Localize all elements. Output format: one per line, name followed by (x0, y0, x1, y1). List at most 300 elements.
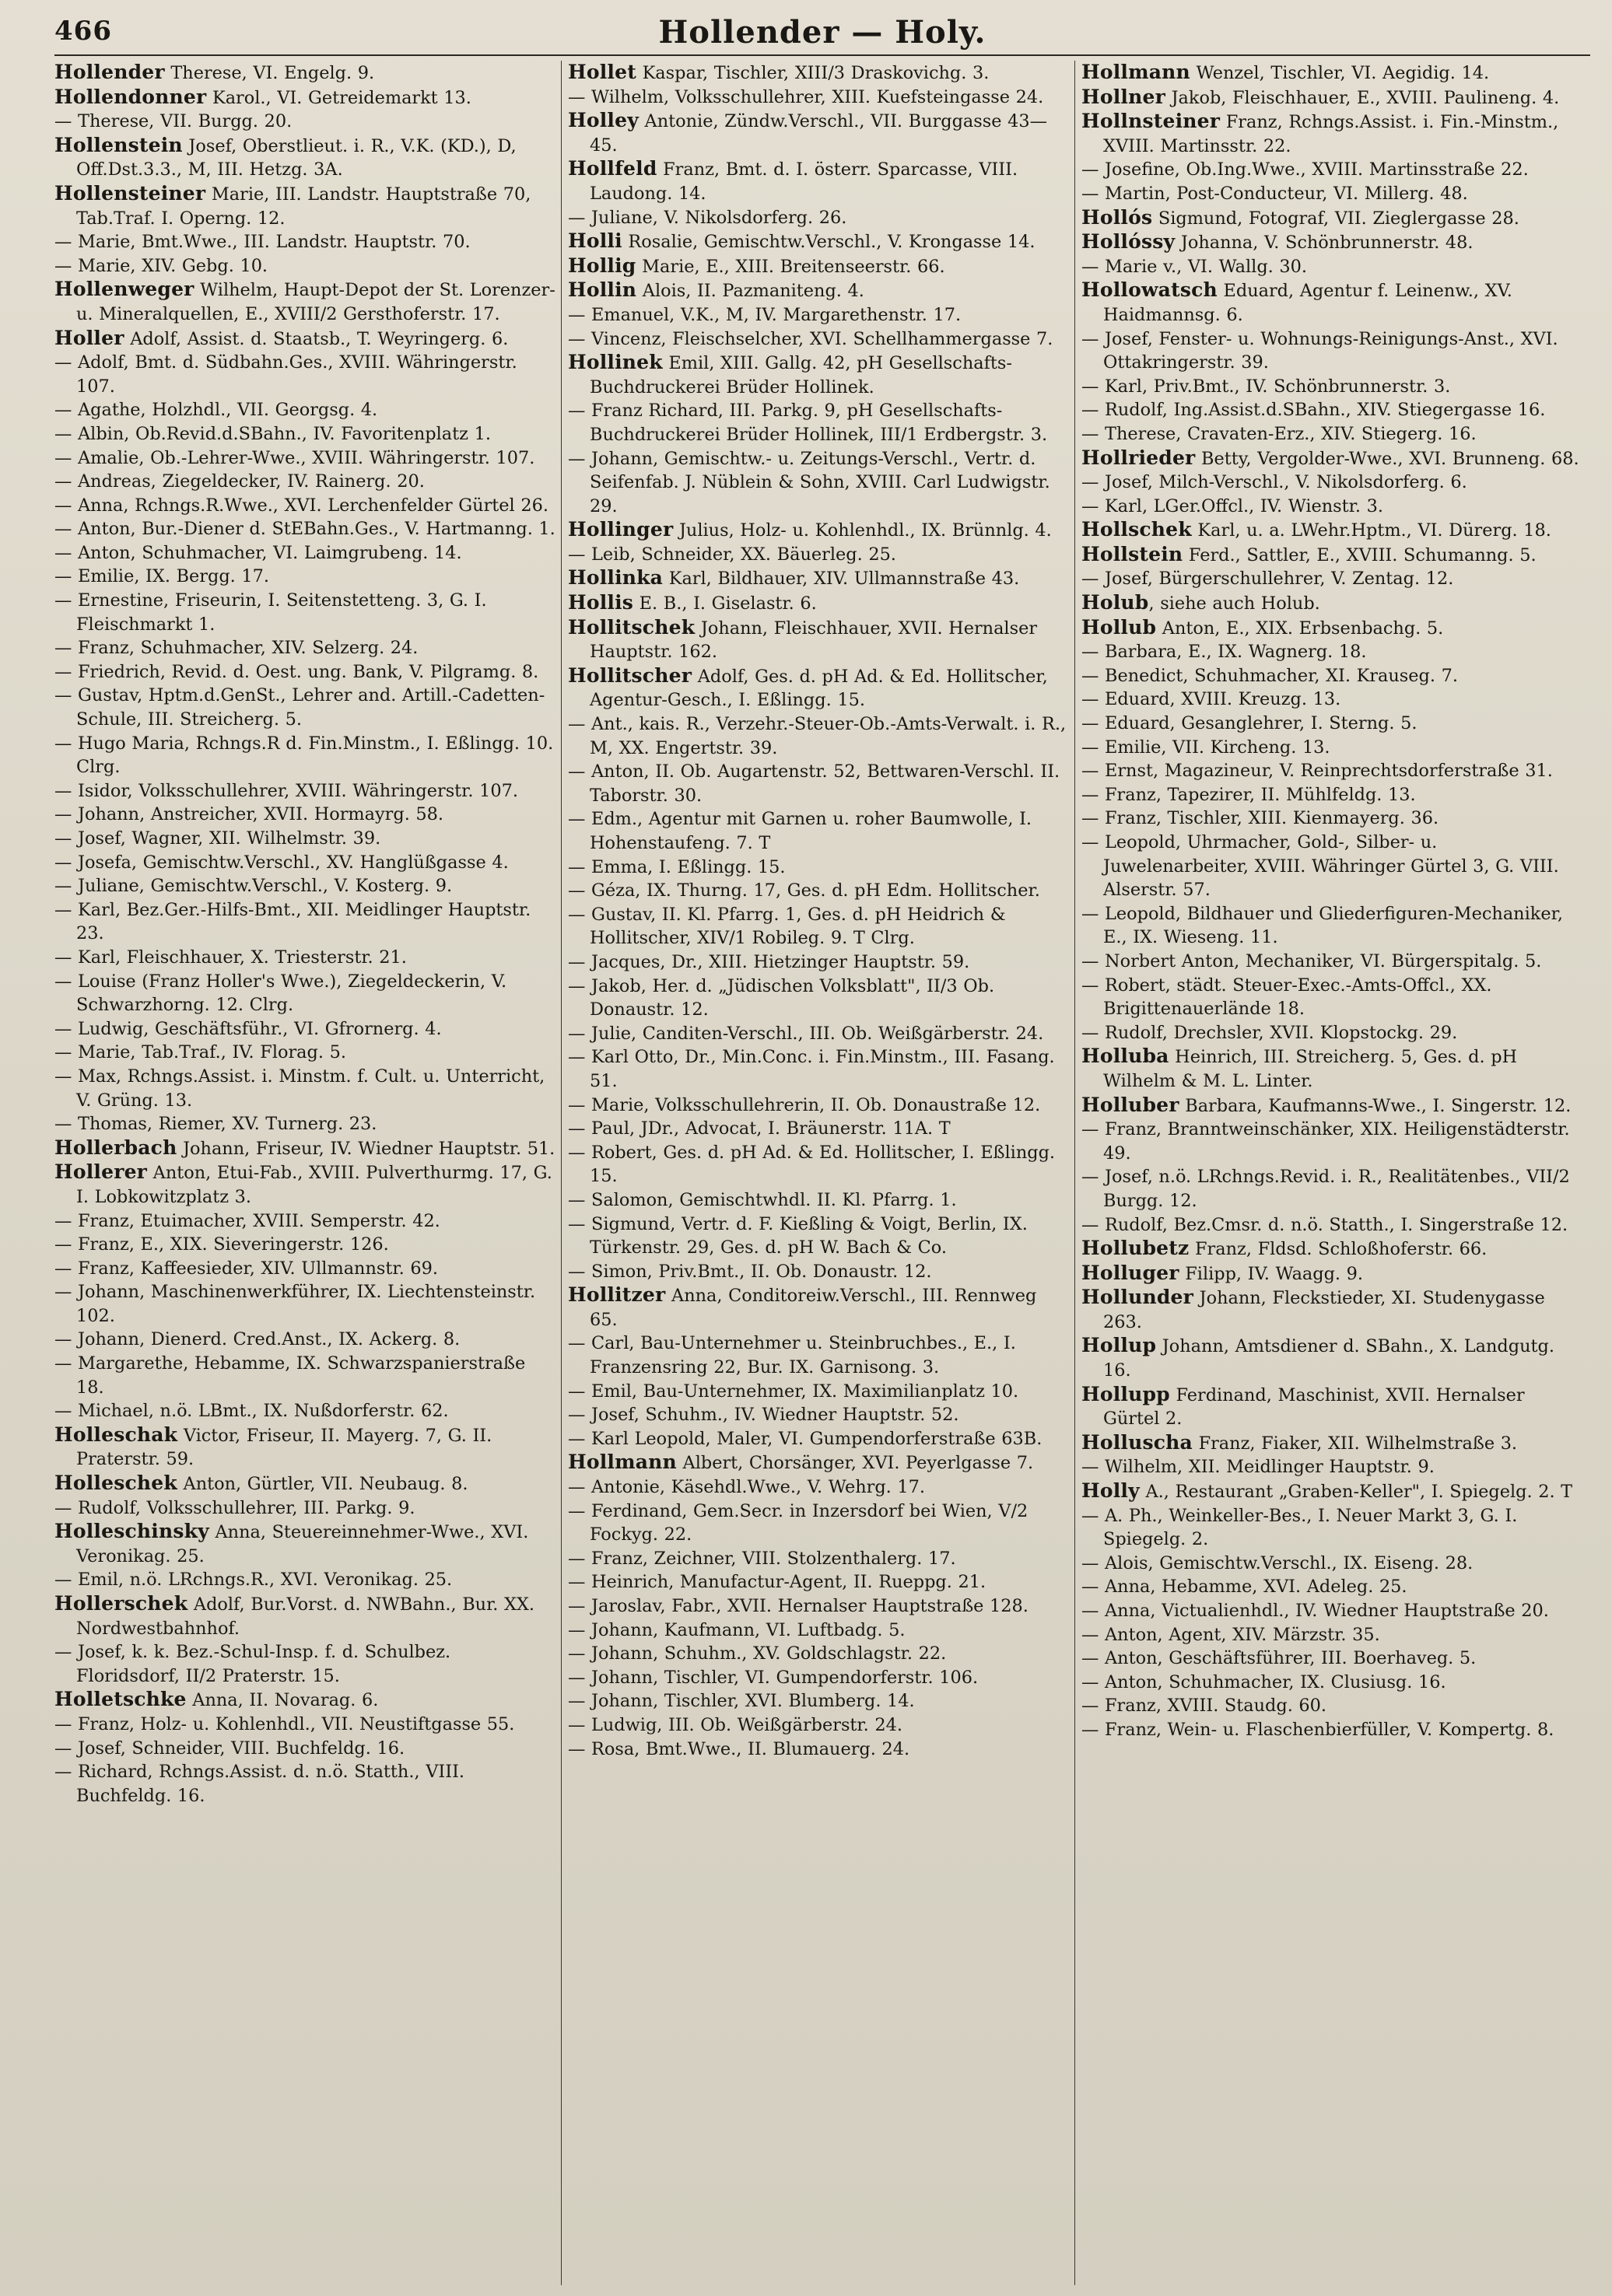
entry-text: — Michael, n.ö. LBmt., IX. Nußdorferstr. 62. (54, 1401, 449, 1422)
entry-text: — Leopold, Uhrmacher, Gold-, Silber- u. Juwelenarbeiter, XVIII. Währinger Gürtel 3, G. VIII. Alserstr. 57. (1081, 832, 1559, 901)
surname-heading: Hollner (1081, 85, 1165, 108)
entry-text: — Vincenz, Fleischselcher, XVI. Schellhammergasse 7. (568, 328, 1053, 349)
directory-entry (568, 1332, 1070, 1379)
directory-entry (54, 254, 556, 278)
entry-text: Johanna, V. Schönbrunnerstr. 48. (1175, 233, 1474, 254)
directory-entry (54, 422, 556, 446)
directory-entry (54, 779, 556, 803)
surname-heading: Hollitschek (568, 615, 696, 639)
entry-text: Franz, Bmt. d. I. österr. Sparcasse, VIII. Laudong. 14. (590, 159, 1018, 204)
directory-entry (568, 1738, 1070, 1762)
directory-entry (1081, 902, 1584, 950)
entry-text: , siehe auch Holub. (1148, 593, 1320, 614)
directory-entry (1081, 1552, 1584, 1576)
directory-entry (1081, 1623, 1584, 1647)
entry-text: Sigmund, Fotograf, VII. Zieglergasse 28. (1152, 208, 1519, 229)
surname-heading: Holleschak (54, 1423, 178, 1446)
entry-text: — Jaroslav, Fabr., XVII. Hernalser Hauptstraße 128. (568, 1596, 1029, 1616)
entry-text: — Salomon, Gemischtwhdl. II. Kl. Pfarrg. 1. (568, 1189, 957, 1210)
directory-entry (54, 660, 556, 684)
directory-entry (1081, 616, 1584, 641)
entry-text: — Emil, n.ö. LRchngs.R., XVI. Veronikag. 25. (54, 1570, 453, 1591)
directory-entry (1081, 1237, 1584, 1262)
directory-entry (1081, 950, 1584, 974)
directory-entry (568, 950, 1070, 975)
entry-text: — Norbert Anton, Mechaniker, VI. Bürgerspitalg. 5. (1081, 950, 1542, 971)
entry-text: — Rudolf, Drechsler, XVII. Klopstockg. 29. (1081, 1022, 1458, 1043)
surname-heading: Hollis (568, 591, 634, 614)
directory-entry (54, 446, 556, 471)
entry-text: — Rosa, Bmt.Wwe., II. Blumauerg. 24. (568, 1738, 910, 1759)
entry-text: Anna, Steuereinnehmer-Wwe., XVI. Veronikag. 25. (76, 1522, 529, 1566)
directory-entry (1081, 543, 1584, 568)
entry-text: — Marie, XIV. Gebg. 10. (54, 255, 268, 276)
directory-entry (568, 1451, 1070, 1475)
entry-text: Betty, Vergolder-Wwe., XVI. Brunneng. 68. (1195, 448, 1579, 469)
surname-heading: Holub (1081, 591, 1149, 614)
surname-heading: Hollup (1081, 1334, 1157, 1357)
directory-entry (568, 1022, 1070, 1046)
directory-entry (1081, 807, 1584, 831)
entry-text: — Franz, Schuhmacher, XIV. Selzerg. 24. (54, 638, 419, 659)
entry-text: — Wilhelm, Volksschullehrer, XIII. Kuefsteingasse 24. (568, 86, 1044, 107)
entry-text: — Friedrich, Revid. d. Oest. ung. Bank, V. Pilgramg. 8. (54, 661, 539, 682)
entry-text: — A. Ph., Weinkeller-Bes., I. Neuer Markt 3, G. I. Spiegelg. 2. (1081, 1505, 1518, 1550)
entry-text: — Andreas, Ziegeldecker, IV. Rainerg. 20. (54, 471, 425, 492)
directory-entry (1081, 446, 1584, 471)
entry-text: — Johann, Tischler, VI. Gumpendorferstr. 106. (568, 1667, 979, 1688)
directory-entry (1081, 1213, 1584, 1237)
surname-heading: Holletschke (54, 1688, 187, 1711)
entry-text: — Wilhelm, XII. Meidlinger Hauptstr. 9. (1081, 1457, 1435, 1478)
entry-text: — Franz, Tischler, XIII. Kienmayerg. 36. (1081, 808, 1439, 829)
entry-text: — Julie, Canditen-Verschl., III. Ob. Weißgärberstr. 24. (568, 1023, 1044, 1044)
directory-entry (568, 1403, 1070, 1427)
entry-text: — Robert, städt. Steuer-Exec.-Amts-Offcl., XX. Brigittenauerlände 18. (1081, 975, 1492, 1020)
directory-entry (1081, 688, 1584, 712)
surname-heading: Hollós (1081, 205, 1153, 229)
entry-text: — Leib, Schneider, XX. Bäuerleg. 25. (568, 544, 896, 565)
entry-text: Anton, Gürtler, VII. Neubaug. 8. (177, 1474, 468, 1495)
entry-text: Antonie, Zündw.Verschl., VII. Burggasse 43—45. (590, 111, 1047, 156)
directory-entry (54, 134, 556, 182)
directory-entry (54, 636, 556, 660)
directory-entry (1081, 327, 1584, 375)
surname-heading: Hollinka (568, 566, 664, 590)
entry-text: — Josef, Schuhm., IV. Wiedner Hauptstr. 52. (568, 1405, 959, 1426)
entry-text: — Anna, Hebamme, XVI. Adeleg. 25. (1081, 1577, 1407, 1598)
entry-text: — Josef, Milch-Verschl., V. Nikolsdorferg. 6. (1081, 472, 1467, 493)
directory-entry (568, 1689, 1070, 1713)
directory-entry (54, 1233, 556, 1257)
directory-entry (54, 541, 556, 565)
directory-entry (54, 1209, 556, 1234)
directory-entry (1081, 61, 1584, 86)
directory-entry (568, 712, 1070, 760)
directory-entry (568, 518, 1070, 543)
entry-text: Franz, Rchngs.Assist. i. Fin.-Minstm., XVIII. Martinsstr. 22. (1103, 112, 1559, 156)
surname-heading: Holly (1081, 1479, 1140, 1503)
entry-text: — Marie v., VI. Wallg. 30. (1081, 256, 1308, 277)
directory-entry (568, 903, 1070, 950)
directory-entry (568, 229, 1070, 254)
surname-heading: Hollupp (1081, 1382, 1170, 1405)
directory-entry (568, 327, 1070, 352)
entry-text: — Johann, Maschinenwerkführer, IX. Liechtensteinstr. 102. (54, 1282, 536, 1326)
directory-entry (54, 827, 556, 851)
surname-heading: Hollóssy (1081, 230, 1176, 254)
directory-entry (1081, 230, 1584, 255)
running-head: Hollender — Holy. (658, 14, 986, 51)
directory-entry (54, 1065, 556, 1112)
entry-text: — Johann, Gemischtw.- u. Zeitungs-Verschl., Vertr. d. Seifenfab. J. Nüblein & Sohn, XVIII. Carl Ludwigstr. 29. (568, 448, 1050, 516)
directory-entry (568, 447, 1070, 519)
directory-entry (54, 565, 556, 589)
entry-text: — Gustav, II. Kl. Pfarrg. 1, Ges. d. pH Heidrich & Hollitscher, XIV/1 Robileg. 9. T Clrg. (568, 904, 1006, 949)
entry-text: — Franz, Branntweinschänker, XIX. Heiligenstädterstr. 49. (1081, 1119, 1570, 1164)
directory-entry (1081, 640, 1584, 664)
directory-entry (1081, 783, 1584, 807)
directory-entry (54, 351, 556, 398)
surname-heading: Hollenstein (54, 133, 183, 156)
directory-entry (568, 109, 1070, 157)
surname-heading: Hollinger (568, 518, 674, 541)
directory-entry (54, 1472, 556, 1496)
directory-entry (568, 975, 1070, 1022)
directory-entry (1081, 1021, 1584, 1045)
directory-entry (568, 1594, 1070, 1619)
directory-entry (1081, 664, 1584, 688)
entry-text: — Josef, Wagner, XII. Wilhelmstr. 39. (54, 828, 381, 849)
entry-text: — Ant., kais. R., Verzehr.-Steuer-Ob.-Amts-Verwalt. i. R., M, XX. Engertstr. 39. (568, 714, 1067, 758)
directory-entry (54, 110, 556, 134)
directory-entry (54, 1520, 556, 1568)
directory-entry (568, 399, 1070, 446)
surname-heading: Holluber (1081, 1093, 1179, 1116)
entry-text: — Anton, Schuhmacher, IX. Clusiusg. 16. (1081, 1671, 1446, 1692)
entry-text: A., Restaurant „Graben-Keller", I. Spiegelg. 2. T (1139, 1482, 1573, 1503)
entry-text: — Johann, Kaufmann, VI. Luftbadg. 5. (568, 1619, 906, 1640)
entry-columns (54, 61, 1590, 2285)
entry-text: Julius, Holz- u. Kohlenhdl., IX. Brünnlg. 4. (673, 520, 1052, 541)
directory-entry (568, 278, 1070, 303)
surname-heading: Holluger (1081, 1261, 1179, 1284)
directory-entry (54, 1257, 556, 1281)
directory-entry (1081, 1262, 1584, 1286)
entry-text: — Adolf, Bmt. d. Südbahn.Ges., XVIII. Währingerstr. 107. (54, 352, 517, 397)
directory-entry (1081, 1431, 1584, 1456)
entry-text: Ferdinand, Maschinist, XVII. Hernalser Gürtel 2. (1103, 1384, 1525, 1430)
entry-text: — Eduard, XVIII. Kreuzg. 13. (1081, 689, 1341, 710)
directory-entry (54, 970, 556, 1017)
directory-entry (568, 303, 1070, 327)
entry-text: Marie, III. Landstr. Hauptstraße 70, Tab.Traf. I. Operng. 12. (76, 184, 531, 229)
directory-entry (1081, 591, 1584, 616)
entry-text: — Anton, Geschäftsführer, III. Boerhaveg. 5. (1081, 1648, 1477, 1669)
surname-heading: Hollubetz (1081, 1237, 1190, 1260)
directory-entry (1081, 1165, 1584, 1213)
directory-entry (54, 278, 556, 326)
entry-text: — Marie, Tab.Traf., IV. Florag. 5. (54, 1042, 346, 1063)
directory-entry (54, 1640, 556, 1688)
directory-entry (1081, 831, 1584, 902)
directory-entry (54, 182, 556, 230)
directory-entry (1081, 1118, 1584, 1165)
entry-text: — Louise (Franz Holler's Wwe.), Ziegeldeckerin, V. Schwarzhorng. 12. Clrg. (54, 971, 507, 1016)
directory-entry (568, 1570, 1070, 1594)
entry-text: — Alois, Gemischtw.Verschl., IX. Eiseng. 28. (1081, 1552, 1474, 1573)
directory-entry (54, 684, 556, 731)
directory-entry (54, 589, 556, 636)
entry-text: — Josefine, Ob.Ing.Wwe., XVIII. Martinsstraße 22. (1081, 159, 1529, 180)
directory-entry (54, 851, 556, 875)
directory-entry (54, 1017, 556, 1041)
entry-text: — Sigmund, Vertr. d. F. Kießling & Voigt, Berlin, IX. Türkenstr. 29, Ges. d. pH W. Bach & Co. (568, 1213, 1028, 1258)
surname-heading: Hollunder (1081, 1286, 1193, 1309)
entry-text: — Franz Richard, III. Parkg. 9, pH Gesellschafts-Buchdruckerei Brüder Hollinek, III/1 Erdbergstr. 3. (568, 401, 1048, 445)
entry-text: — Josef, Bürgerschullehrer, V. Zentag. 12. (1081, 569, 1454, 590)
directory-entry (1081, 1455, 1584, 1479)
directory-entry (54, 946, 556, 970)
surname-heading: Hollstein (1081, 542, 1183, 565)
directory-entry (568, 1260, 1070, 1284)
directory-entry (54, 327, 556, 352)
surname-heading: Hollerer (54, 1160, 148, 1184)
directory-entry (54, 898, 556, 946)
entry-text: — Juliane, Gemischtw.Verschl., V. Kosterg. 9. (54, 876, 453, 897)
entry-text: — Karl, LGer.Offcl., IV. Wienstr. 3. (1081, 495, 1383, 516)
directory-entry (568, 856, 1070, 880)
entry-text: — Albin, Ob.Revid.d.SBahn., IV. Favoritenplatz 1. (54, 423, 491, 444)
entry-text: — Franz, Zeichner, VIII. Stolzenthalerg. 17. (568, 1548, 956, 1569)
surname-heading: Holley (568, 109, 639, 132)
entry-text: Therese, VI. Engelg. 9. (164, 63, 375, 83)
column-2 (568, 61, 1075, 2285)
directory-entry (54, 1592, 556, 1640)
directory-entry (1081, 375, 1584, 399)
entry-text: — Franz, Etuimacher, XVIII. Semperstr. 42. (54, 1210, 440, 1231)
surname-heading: Holleschek (54, 1472, 177, 1495)
directory-entry (1081, 1045, 1584, 1093)
entry-text: — Ernestine, Friseurin, I. Seitenstetteng. 3, G. I. Fleischmarkt 1. (54, 590, 487, 635)
surname-heading: Holli (568, 229, 622, 253)
entry-text: — Therese, Cravaten-Erz., XIV. Stiegerg. 16. (1081, 423, 1477, 444)
entry-text: Karol., VI. Getreidemarkt 13. (206, 87, 471, 108)
entry-text: — Ludwig, III. Ob. Weißgärberstr. 24. (568, 1714, 903, 1735)
directory-entry (54, 874, 556, 898)
directory-entry (54, 1423, 556, 1472)
directory-entry (54, 1568, 556, 1592)
directory-entry (568, 664, 1070, 712)
directory-entry (54, 803, 556, 827)
directory-entry (54, 86, 556, 110)
surname-heading: Holluba (1081, 1045, 1169, 1068)
entry-text: — Marie, Bmt.Wwe., III. Landstr. Hauptstr. 70. (54, 232, 471, 253)
directory-entry (568, 616, 1070, 664)
entry-text: — Heinrich, Manufactur-Agent, II. Rueppg. 21. (568, 1572, 986, 1593)
entry-text: — Anton, Agent, XIV. Märzstr. 35. (1081, 1624, 1380, 1645)
directory-entry (1081, 518, 1584, 543)
entry-text: — Jakob, Her. d. „Jüdischen Volksblatt", II/3 Ob. Donaustr. 12. (568, 975, 995, 1020)
entry-text: — Ludwig, Geschäftsführ., VI. Gfrornerg. 4. (54, 1018, 442, 1039)
entry-text: — Barbara, E., IX. Wagnerg. 18. (1081, 642, 1367, 663)
surname-heading: Hollinek (568, 351, 663, 374)
directory-entry (568, 1475, 1070, 1500)
directory-entry (54, 470, 556, 494)
entry-text: — Gustav, Hptm.d.GenSt., Lehrer and. Artill.-Cadetten-Schule, III. Streicherg. 5. (54, 685, 545, 730)
directory-entry (568, 1380, 1070, 1404)
directory-entry (568, 1117, 1070, 1141)
entry-text: — Josef, Schneider, VIII. Buchfeldg. 16. (54, 1738, 405, 1759)
entry-text: — Simon, Priv.Bmt., II. Ob. Donaustr. 12. (568, 1261, 932, 1282)
entry-text: — Benedict, Schuhmacher, XI. Krauseg. 7. (1081, 665, 1458, 686)
entry-text: — Josef, Fenster- u. Wohnungs-Reinigungs-Anst., XVI. Ottakringerstr. 39. (1081, 328, 1558, 373)
entry-text: — Franz, Wein- u. Flaschenbierfüller, V. Kompertg. 8. (1081, 1719, 1554, 1740)
entry-text: Adolf, Bur.Vorst. d. NWBahn., Bur. XX. Nordwestbahnhof. (76, 1594, 535, 1639)
entry-text: Marie, E., XIII. Breitenseerstr. 66. (636, 256, 945, 277)
directory-entry (54, 1041, 556, 1065)
surname-heading: Hollrieder (1081, 446, 1196, 469)
directory-entry (1081, 278, 1584, 327)
entry-text: Franz, Fldsd. Schloßhoferstr. 66. (1189, 1239, 1488, 1260)
entry-text: Ferd., Sattler, E., XVIII. Schumanng. 5. (1183, 544, 1537, 565)
entry-text: — Emilie, IX. Bergg. 17. (54, 566, 269, 587)
directory-entry (54, 61, 556, 86)
column-1 (54, 61, 562, 2285)
directory-entry (568, 254, 1070, 279)
surname-heading: Hollendonner (54, 85, 207, 108)
directory-entry (54, 1136, 556, 1161)
directory-entry (1081, 1334, 1584, 1382)
entry-text: — Emilie, VII. Kircheng. 13. (1081, 737, 1330, 758)
entry-text: Alois, II. Pazmaniteng. 4. (636, 281, 864, 302)
entry-text: Josef, Oberstlieut. i. R., V.K. (KD.), D, Off.Dst.3.3., M, III. Hetzg. 3A. (76, 135, 517, 180)
entry-text: — Edm., Agentur mit Garnen u. roher Baumwolle, I. Hohenstaufeng. 7. T (568, 809, 1032, 853)
directory-entry (54, 1713, 556, 1737)
directory-entry (1081, 422, 1584, 446)
surname-heading: Hollet (568, 61, 636, 83)
entry-text: Johann, Friseur, IV. Wiedner Hauptstr. 51. (177, 1138, 555, 1159)
surname-heading: Hollitzer (568, 1283, 666, 1307)
directory-entry (1081, 1694, 1584, 1718)
entry-text: — Thomas, Riemer, XV. Turnerg. 23. (54, 1114, 377, 1135)
entry-text: — Anna, Rchngs.R.Wwe., XVI. Lerchenfelder Gürtel 26. (54, 495, 548, 516)
entry-text: — Géza, IX. Thurng. 17, Ges. d. pH Edm. Hollitscher. (568, 880, 1040, 901)
entry-text: — Josef, n.ö. LRchngs.Revid. i. R., Realitätenbes., VII/2 Burgg. 12. (1081, 1167, 1570, 1211)
entry-text: — Agathe, Holzhdl., VII. Georgsg. 4. (54, 400, 378, 421)
entry-text: Anton, E., XIX. Erbsenbachg. 5. (1156, 618, 1444, 639)
directory-entry (54, 517, 556, 541)
directory-entry (1081, 1671, 1584, 1695)
directory-entry (568, 206, 1070, 230)
directory-entry (568, 1141, 1070, 1188)
directory-entry (1081, 158, 1584, 182)
directory-entry (1081, 736, 1584, 760)
entry-text: — Josef, k. k. Bez.-Schul-Insp. f. d. Schulbez. Floridsdorf, II/2 Praterstr. 15. (54, 1642, 451, 1686)
surname-heading: Hollin (568, 278, 637, 302)
directory-entry (1081, 567, 1584, 591)
surname-heading: Holler (54, 326, 124, 349)
directory-entry (1081, 759, 1584, 783)
entry-text: — Rudolf, Ing.Assist.d.SBahn., XIV. Stiegergasse 16. (1081, 400, 1546, 421)
directory-entry (54, 1688, 556, 1713)
directory-entry (54, 1160, 556, 1209)
entry-text: — Jacques, Dr., XIII. Hietzinger Hauptstr. 59. (568, 951, 970, 972)
entry-text: Jakob, Fleischhauer, E., XVIII. Paulineng. 4. (1165, 87, 1560, 108)
surname-heading: Hollmann (1081, 61, 1190, 83)
surname-heading: Hollnsteiner (1081, 110, 1221, 133)
directory-entry (1081, 712, 1584, 736)
directory-entry (1081, 110, 1584, 158)
entry-text: Johann, Fleischhauer, XVII. Hernalser Hauptstr. 162. (590, 618, 1038, 663)
entry-text: — Marie, Volksschullehrerin, II. Ob. Donaustraße 12. (568, 1094, 1041, 1115)
directory-entry (1081, 1599, 1584, 1623)
entry-text: — Anton, II. Ob. Augartenstr. 52, Bettwaren-Verschl. II. Taborstr. 30. (568, 761, 1060, 806)
entry-text: Eduard, Agentur f. Leinenw., XV. Haidmannsg. 6. (1103, 281, 1512, 325)
entry-text: Victor, Friseur, II. Mayerg. 7, G. II. Praterstr. 59. (76, 1425, 492, 1470)
surname-heading: Hollub (1081, 615, 1157, 639)
entry-text: — Eduard, Gesanglehrer, I. Sterng. 5. (1081, 713, 1418, 734)
directory-entry (1081, 1094, 1584, 1118)
directory-entry (568, 1619, 1070, 1643)
entry-text: Anton, Etui-Fab., XVIII. Pulverthurmg. 17, G. I. Lobkowitzplatz 3. (76, 1163, 552, 1207)
directory-entry (568, 1547, 1070, 1571)
entry-text: — Johann, Anstreicher, XVII. Hormayrg. 58. (54, 804, 444, 825)
entry-text: Karl, u. a. LWehr.Hptm., VI. Dürerg. 18. (1191, 520, 1551, 541)
directory-entry (568, 760, 1070, 807)
directory-entry (54, 1496, 556, 1521)
entry-text: — Antonie, Käsehdl.Wwe., V. Wehrg. 17. (568, 1477, 926, 1498)
entry-text: Wenzel, Tischler, VI. Aegidig. 14. (1190, 63, 1490, 83)
directory-entry (1081, 1575, 1584, 1599)
entry-text: Heinrich, III. Streicherg. 5, Ges. d. pH Wilhelm & M. L. Linter. (1103, 1047, 1518, 1091)
directory-entry (1081, 1504, 1584, 1552)
entry-text: Franz, Fiaker, XII. Wilhelmstraße 3. (1192, 1433, 1518, 1454)
directory-entry (1081, 974, 1584, 1021)
entry-text: — Max, Rchngs.Assist. i. Minstm. f. Cult. u. Unterricht, V. Grüng. 13. (54, 1066, 545, 1111)
entry-text: — Anton, Schuhmacher, VI. Laimgrubeng. 14. (54, 542, 462, 563)
entry-text: — Johann, Dienerd. Cred.Anst., IX. Ackerg. 8. (54, 1329, 461, 1350)
surname-heading: Hollig (568, 254, 636, 277)
surname-heading: Hollitscher (568, 663, 692, 687)
entry-text: — Franz, Holz- u. Kohlenhdl., VII. Neustiftgasse 55. (54, 1713, 515, 1734)
directory-entry (568, 1500, 1070, 1547)
entry-text: Johann, Amtsdiener d. SBahn., X. Landgutg. 16. (1103, 1336, 1554, 1381)
surname-heading: Hollensteiner (54, 181, 206, 205)
page-number: 466 (54, 16, 112, 47)
entry-text: — Franz, XVIII. Staudg. 60. (1081, 1696, 1327, 1717)
entry-text: — Amalie, Ob.-Lehrer-Wwe., XVIII. Währingerstr. 107. (54, 447, 535, 468)
surname-heading: Hollmann (568, 1451, 677, 1474)
directory-entry (1081, 182, 1584, 206)
entry-text: — Karl Otto, Dr., Min.Conc. i. Fin.Minstm., III. Fasang. 51. (568, 1047, 1055, 1091)
directory-entry (568, 61, 1070, 86)
entry-text: — Anton, Bur.-Diener d. StEBahn.Ges., V. Hartmanng. 1. (54, 519, 555, 540)
directory-entry (568, 1283, 1070, 1332)
directory-entry (568, 1427, 1070, 1451)
entry-text: — Paul, JDr., Advocat, I. Bräunerstr. 11A. T (568, 1118, 951, 1139)
directory-entry (568, 879, 1070, 903)
directory-entry (568, 351, 1070, 399)
surname-heading: Holluscha (1081, 1430, 1193, 1454)
surname-heading: Hollender (54, 61, 165, 83)
directory-entry (568, 1713, 1070, 1738)
entry-text: — Isidor, Volksschullehrer, XVIII. Währingerstr. 107. (54, 780, 519, 801)
entry-text: Karl, Bildhauer, XIV. Ullmannstraße 43. (663, 569, 1020, 590)
column-3 (1081, 61, 1589, 2285)
directory-entry (1081, 1647, 1584, 1671)
directory-entry (568, 1045, 1070, 1093)
